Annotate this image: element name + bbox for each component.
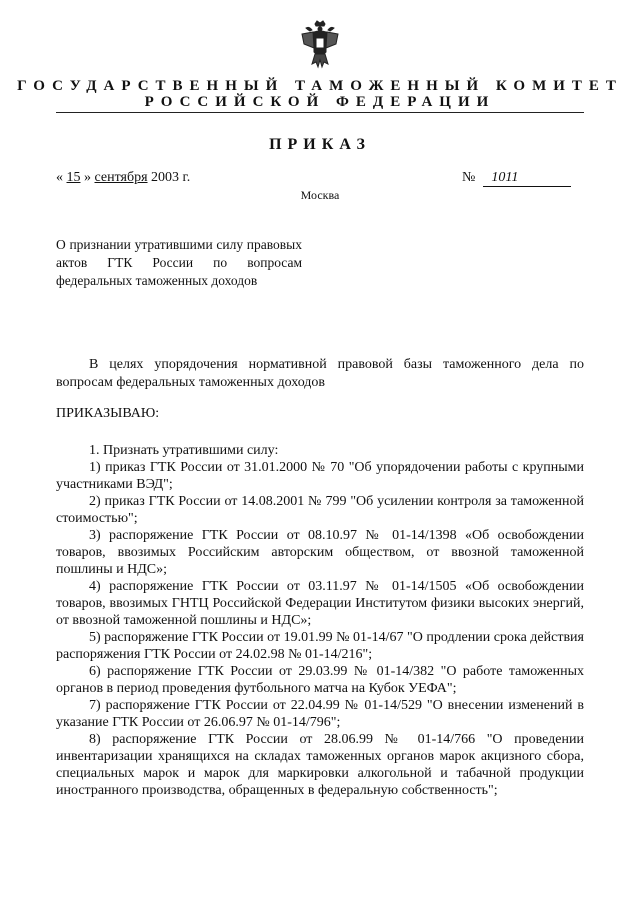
document-preamble: В целях упорядочения нормативной правовой базы таможенного дела по вопросам федеральных таможенных доходов xyxy=(56,357,584,390)
list-item: 6) распоряжение ГТК России от 29.03.99 № 01-14/382 "О работе таможенных органов в период проведения футбольного матча на Кубок УЕФА"; xyxy=(56,664,584,696)
double-headed-eagle-emblem-icon xyxy=(298,20,342,70)
document-subject: О признании утратившими силу правовых актов ГТК России по вопросам федеральных таможенных доходов xyxy=(56,237,302,288)
number-label: № xyxy=(462,170,476,185)
document-city: Москва xyxy=(300,188,340,202)
list-item: 5) распоряжение ГТК России от 19.01.99 № 01-14/67 "О продлении срока действия распоряжения ГТК России от 24.02.98 № 01-14/216"; xyxy=(56,630,584,662)
section-heading: 1. Признать утратившими силу: xyxy=(89,443,279,458)
document-number xyxy=(462,170,571,187)
document-title: ПРИКАЗ xyxy=(269,136,371,153)
list-item: 7) распоряжение ГТК России от 22.04.99 № 01-14/529 "О внесении изменений в указание ГТК России от 26.06.97 № 01-14/796"; xyxy=(56,698,584,730)
list-item: 4) распоряжение ГТК России от 03.11.97 № 01-14/1505 «Об освобождении товаров, ввозимых ГНТЦ Российской Федерации Институтом физики высоких энергий, от ввозной таможенной пошлины и НДС»; xyxy=(56,579,584,628)
number-value: 1011 xyxy=(483,170,571,187)
date-quote-close: » xyxy=(84,170,91,185)
org-name-line1: ГОСУДАРСТВЕННЫЙ ТАМОЖЕННЫЙ КОМИТЕТ xyxy=(17,78,623,94)
document-date xyxy=(56,170,190,186)
date-month: сентября xyxy=(94,170,148,185)
list-item: 2) приказ ГТК России от 14.08.2001 № 799 "Об усилении контроля за таможенной стоимостью"; xyxy=(56,494,584,526)
order-word: ПРИКАЗЫВАЮ: xyxy=(56,406,160,421)
date-quote-open: « xyxy=(56,170,63,185)
document-body xyxy=(56,442,584,799)
date-day: 15 xyxy=(66,170,81,185)
list-item: 1) приказ ГТК России от 31.01.2000 № 70 "Об упорядочении работы с крупными участниками ВЭД"; xyxy=(56,460,584,492)
list-item: 8) распоряжение ГТК России от 28.06.99 № 01-14/766 "О проведении инвентаризации хранящихся на складах таможенных органов марок акцизного сбора, специальных марок и марок для маркировки алкогольной и табачной продукции иностранного производства, обращенных в федеральную собственность"; xyxy=(56,732,584,798)
date-year: 2003 г. xyxy=(151,170,191,185)
list-item: 3) распоряжение ГТК России от 08.10.97 № 01-14/1398 «Об освобождении товаров, ввозимых Российским авторским обществом, от ввозной таможенной пошлины и НДС»; xyxy=(56,528,584,577)
header-divider xyxy=(56,112,584,113)
org-name-line2: РОССИЙСКОЙ ФЕДЕРАЦИИ xyxy=(144,94,496,110)
